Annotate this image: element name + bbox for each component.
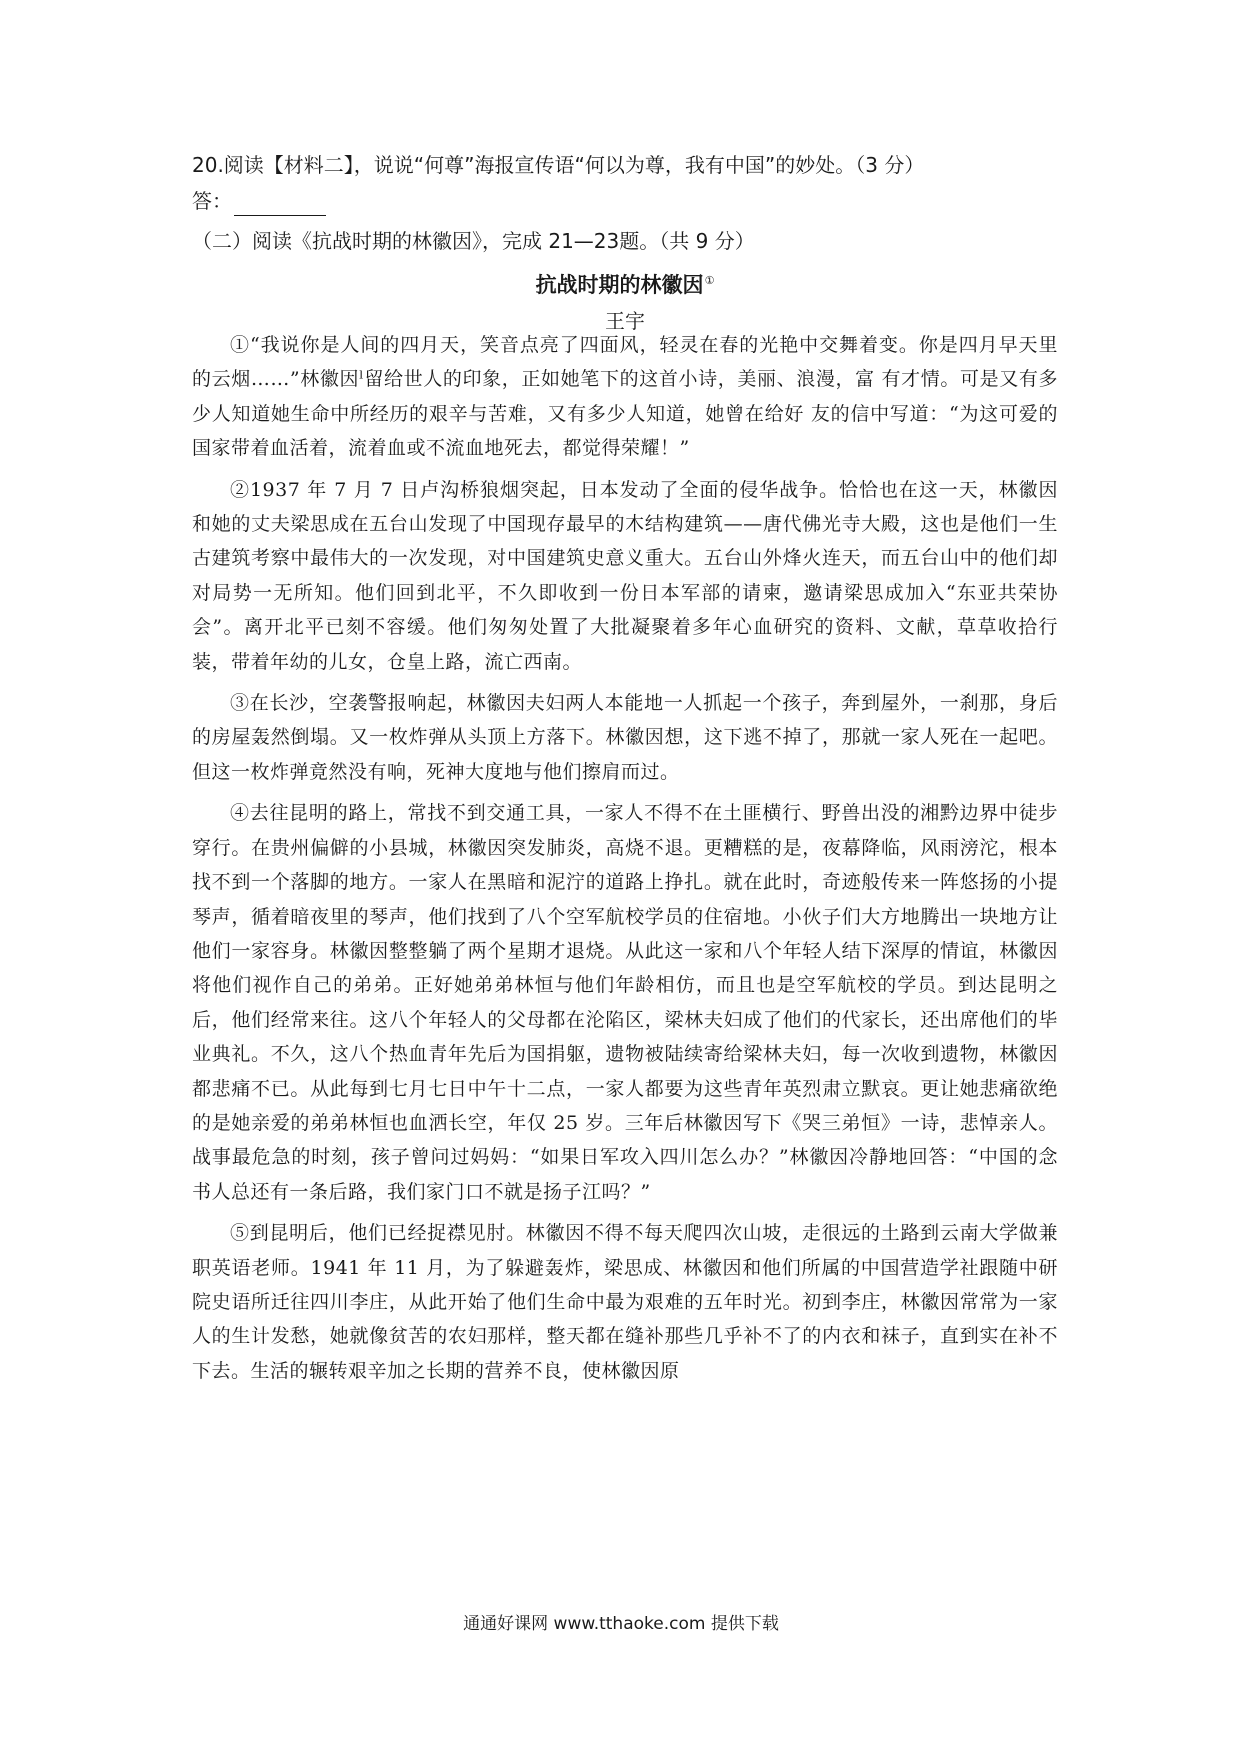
article-title-text: 抗战时期的林徽因 bbox=[535, 273, 704, 297]
page-footer: 通通好课网 www.tthaoke.com 提供下载 bbox=[463, 1614, 779, 1634]
section-heading: （二）阅读《抗战时期的林徽因》，完成 21—23题。（共 9 分） bbox=[192, 229, 755, 253]
answer-row bbox=[192, 186, 326, 216]
answer-blank-line[interactable] bbox=[234, 193, 326, 216]
paragraph-5: ⑤到昆明后，他们已经捉襟见肘。林徽因不得不每天爬四次山坡，走很远的土路到云南大学做兼职英语老师。1941 年 11 月，为了躲避轰炸，梁思成、林徽因和他们所属的中国营造学社跟随中研院史语所迁往四川李庄，从此开始了他们生命中最为艰难的五年时光。初到李庄，林徽因常常为一家人的生计发愁，她就像贫苦的农妇那样，整天都在缝补那些几乎补不了的内衣和袜子，直到实在补不下去。生活的辗转艰辛加之长期的营养不良，使林徽因原 bbox=[192, 1222, 1058, 1382]
title-footnote-marker: ① bbox=[704, 274, 715, 287]
paragraph-3: ③在长沙，空袭警报响起，林徽因夫妇两人本能地一人抓起一个孩子，奔到屋外，一刹那，身后的房屋轰然倒塌。又一枚炸弹从头顶上方落下。林徽因想，这下逃不掉了，那就一家人死在一起吧。但这一枚炸弹竟然没有响，死神大度地与他们擦肩而过。 bbox=[192, 692, 1058, 783]
paragraph-4: ④去往昆明的路上，常找不到交通工具，一家人不得不在土匪横行、野兽出没的湘黔边界中徒步穿行。在贵州偏僻的小县城，林徽因突发肺炎，高烧不退。更糟糕的是，夜幕降临，风雨滂沱，根本找不到一个落脚的地方。一家人在黑暗和泥泞的道路上挣扎。就在此时，奇迹般传来一阵悠扬的小提琴声，循着暗夜里的琴声，他们找到了八个空军航校学员的住宿地。小伙子们大方地腾出一块地方让他们一家容身。林徽因整整躺了两个星期才退烧。从此这一家和八个年轻人结下深厚的情谊，林徽因将他们视作自己的弟弟。正好她弟弟林恒与他们年龄相仿，而且也是空军航校的学员。到达昆明之后，他们经常来往。这八个年轻人的父母都在沦陷区，梁林夫妇成了他们的代家长，还出席他们的毕业典礼。不久，这八个热血青年先后为国捐躯，遗物被陆续寄给梁林夫妇，每一次收到遗物，林徽因都悲痛不已。从此每到七月七日中午十二点，一家人都要为这些青年英烈肃立默哀。更让她悲痛欲绝的是她亲爱的弟弟林恒也血洒长空，年仅 25 岁。三年后林徽因写下《哭三弟恒》一诗，悲悼亲人。战事最危急的时刻，孩子曾问过妈妈：“如果日军攻入四川怎么办？”林徽因冷静地回答：“中国的念书人总还有一条后路，我们家门口不就是扬子江吗？” bbox=[192, 802, 1058, 1203]
article-body bbox=[192, 328, 1058, 1395]
article-title bbox=[192, 266, 1058, 300]
question-20: 20.阅读【材料二】，说说“何尊”海报宣传语“何以为尊，我有中国”的妙处。（3 分） bbox=[192, 153, 925, 177]
answer-label: 答： bbox=[192, 189, 232, 213]
paragraph-1: ①“我说你是人间的四月天，笑音点亮了四面风，轻灵在春的光艳中交舞着变。你是四月早天里的云烟……”林徽因ˡ留给世人的印象，正如她笔下的这首小诗，美丽、浪漫，富 有才情。可是又有多少人知道她生命中所经历的艰辛与苦难，又有多少人知道，她曾在给好 友的信中写道：“为这可爱的国家带着血活着，流着血或不流血地死去，都觉得荣耀！” bbox=[192, 334, 1058, 460]
paragraph-2: ②1937 年 7 月 7 日卢沟桥狼烟突起，日本发动了全面的侵华战争。恰恰也在这一天，林徽因和她的丈夫梁思成在五台山发现了中国现存最早的木结构建筑——唐代佛光寺大殿，这也是他们一生古建筑考察中最伟大的一次发现，对中国建筑史意义重大。五台山外烽火连天，而五台山中的他们却对局势一无所知。他们回到北平，不久即收到一份日本军部的请柬，邀请梁思成加入“东亚共荣协会”。离开北平已刻不容缓。他们匆匆处置了大批凝聚着多年心血研究的资料、文献，草草收拾行装，带着年幼的儿女，仓皇上路，流亡西南。 bbox=[192, 478, 1058, 673]
article-author: 王宇 bbox=[605, 309, 645, 333]
